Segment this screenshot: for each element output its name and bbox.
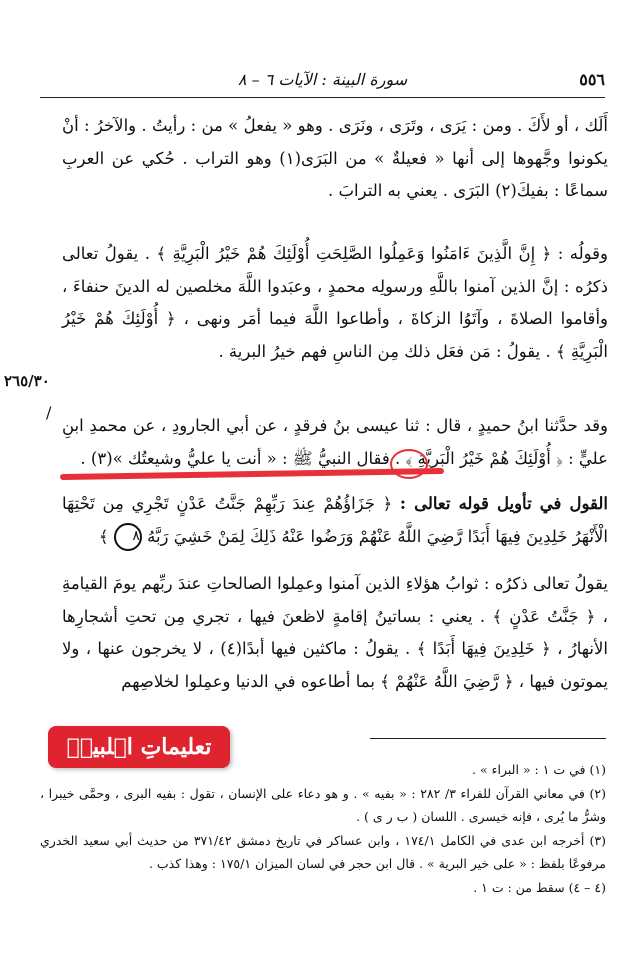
footnote-4: (٤ – ٤) سقط من : ت ١ . [473, 879, 606, 895]
quran-verse: ﴿ جَزَاؤُهُمْ عِندَ رَبِّهِمْ جَنَّتُ عَدْنٍ تَجْرِي مِن تَحْتِهَا الْأَنْهَرُ خَلِدِينَ فِيهَا أَبَدًا رَّضِيَ اللَّهُ عَنْهُمْ وَرَضُوا عَنْهُ ذَلِكَ لِمَنْ خَشِيَ رَبَّهُ [62, 494, 608, 546]
footnote-1: (١) في ت ١ : « البراء » . [472, 762, 606, 777]
page-header [40, 68, 605, 96]
running-title: سورة البينة : الآيات ٦ – ٨ [237, 70, 408, 89]
paragraph-3-hadith: وقد حدَّثنا ابنُ حميدٍ ، قال : ثنا عيسى بنُ فرقدٍ ، عن أبي الجارودِ ، عن محمدِ ابنِ عليٍّ : ﴿ أُوْلَئِكَ هُمْ خَيْرُ الْبَرِيَّةِ ﴾ . فقال النبيُّ ﷺ : « أنت يا عليُّ وشيعتُك »(٣) . [62, 416, 608, 468]
footnotes [40, 758, 606, 899]
margin-reference: ٢٦٥/٣٠ [4, 372, 50, 390]
ayah-number-marker: ٨ [114, 523, 142, 551]
verse-close-bracket: ﴾ [98, 526, 109, 546]
page-number: ٥٥٦ [579, 70, 605, 89]
section-heading: القول في تأويل قوله تعالى : [399, 494, 608, 513]
paragraph-1: أَلَك ، أو لأَكَ . ومن : يَرَى ، وتَرَى ، ونَرَى . وهو « يفعلُ » من : رأيتُ . والآخرُ : أنْ يكونوا وجَّهوها إلى أنها « فعيلةٌ » من البَرَى(١) وهو التراب . حُكي عن العربِ سماعًا : بفيكَ(٢) البَرَى . يعني به الترابَ . [62, 116, 608, 200]
page-break-mark: / [46, 403, 52, 422]
footnote-2: (٢) في معاني القرآن للفراء ٣/ ٢٨٢ : « بفيه » . و هو دعاء على الإنسان ، تقول : بفيه البرى ، وحمَّى خيبرا ، وشرُّ ما يُرى ، فإنه خيسرى . اللسان ( ب ر ى ) . [40, 785, 606, 824]
header-divider [40, 97, 605, 98]
paragraph-2: وقولُه : ﴿ إِنَّ الَّذِينَ ءَامَنُوا وَعَمِلُوا الصَّلِحَتِ أُوْلَئِكَ هُمْ خَيْرُ الْبَرِيَّةِ ﴾ . يقولُ تعالى ذكرُه : إنَّ الذين آمنوا باللَّهِ ورسولِه محمدٍ ، وعبَدوا اللَّهَ مخلصين له الدينَ حنفاءَ ، وأقاموا الصلاةَ ، وآتَوُا الزكاةَ ، وأطاعوا اللَّهَ فيما أمَر ونهى ، ﴿ أُوْلَئِكَ هُمْ خَيْرُ الْبَرِيَّةِ ﴾ . يقولُ : مَن فعَل ذلك مِن الناسِ فهم خيرُ البرية . [62, 244, 608, 361]
red-circle-annotation [390, 449, 428, 479]
watermark-stamp: تعليماتِ اہلبیتؑ [48, 726, 230, 768]
paragraph-4-verse [62, 488, 608, 553]
footnote-3: (٣) أخرجه ابن عدى في الكامل ١٧٤/١ ، وابن عساكر في تاريخ دمشق ٣٧١/٤٢ من حديث أبي سعيد الخدري مرفوعًا بلفظ : « على خير البرية » . قال ابن حجر في لسان الميزان ١٧٥/١ : وهذا كذب . [40, 832, 606, 871]
footnote-divider [370, 738, 606, 739]
paragraph-5: يقولُ تعالى ذكرُه : ثوابُ هؤلاءِ الذين آمنوا وعمِلوا الصالحاتِ عندَ ربِّهم يومَ القيامةِ ، ﴿ جَنَّتُ عَدْنٍ ﴾ . يعني : بساتينُ إقامةٍ لاظعنَ فيها ، تجري مِن تحتِ أشجارِها الأنهارُ ، ﴿ خَلِدِينَ فِيهَا أَبَدًا ﴾ . يقولُ : ماكثين فيها أبدًا(٤) ، لا يخرجون عنها ، ولا يموتون فيها ، ﴿ رَّضِيَ اللَّهُ عَنْهُمْ ﴾ بما أطاعوه في الدنيا وعمِلوا لخلاصِهم [62, 574, 608, 691]
